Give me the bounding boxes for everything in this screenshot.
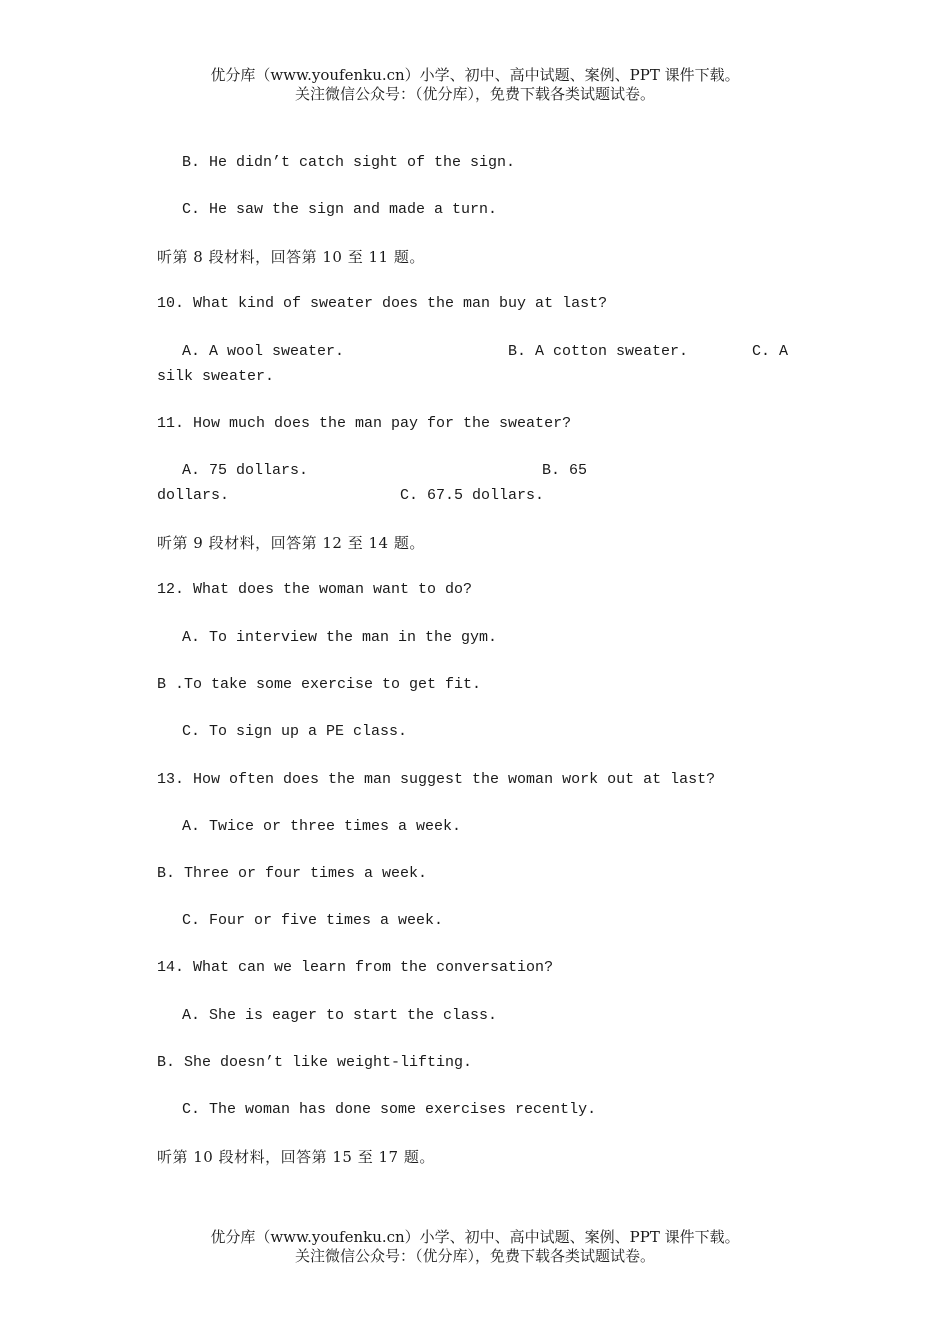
header-line-2: 关注微信公众号：（优分库），免费下载各类试题试卷。 (294, 85, 655, 103)
q11-option-c: C. 67.5 dollars. (400, 487, 545, 504)
q11-option-b-part2: dollars. (157, 487, 230, 504)
section-9-instruction: 听第 9 段材料，回答第 12 至 14 题。 (157, 534, 425, 552)
footer-line-2: 关注微信公众号：（优分库），免费下载各类试题试卷。 (294, 1247, 655, 1265)
q9-option-c: C. He saw the sign and made a turn. (182, 201, 498, 218)
q12-question: 12. What does the woman want to do? (157, 581, 473, 598)
q14-option-c: C. The woman has done some exercises recently. (182, 1101, 597, 1118)
footer-line-1: 优分库（www.youfenku.cn）小学、初中、高中试题、案例、PPT 课件下载。 (210, 1228, 740, 1246)
q12-option-a: A. To interview the man in the gym. (182, 629, 498, 646)
q13-option-b: B. Three or four times a week. (157, 865, 428, 882)
q13-option-c: C. Four or five times a week. (182, 912, 444, 929)
q10-option-b: B. A cotton sweater. (508, 343, 689, 360)
q10-option-a: A. A wool sweater. (182, 343, 345, 360)
q14-option-b: B. She doesn’t like weight-lifting. (157, 1054, 473, 1071)
q14-question: 14. What can we learn from the conversation? (157, 959, 554, 976)
q10-question: 10. What kind of sweater does the man buy at last? (157, 295, 608, 312)
page-footer (0, 1228, 950, 1266)
q13-option-a: A. Twice or three times a week. (182, 818, 462, 835)
q11-option-a: A. 75 dollars. (182, 462, 309, 479)
q9-option-b: B. He didn’t catch sight of the sign. (182, 154, 516, 171)
q12-option-b: B .To take some exercise to get fit. (157, 676, 482, 693)
section-10-instruction: 听第 10 段材料，回答第 15 至 17 题。 (157, 1148, 435, 1166)
q11-question: 11. How much does the man pay for the sweater? (157, 415, 572, 432)
q12-option-c: C. To sign up a PE class. (182, 723, 408, 740)
q13-question: 13. How often does the man suggest the woman work out at last? (157, 771, 716, 788)
q10-option-c-part1: C. A (752, 343, 789, 360)
q10-option-c-part2: silk sweater. (157, 368, 275, 385)
page-header (0, 66, 950, 104)
q14-option-a: A. She is eager to start the class. (182, 1007, 498, 1024)
header-line-1: 优分库（www.youfenku.cn）小学、初中、高中试题、案例、PPT 课件下载。 (210, 66, 740, 84)
q11-option-b-part1: B. 65 (542, 462, 588, 479)
section-8-instruction: 听第 8 段材料，回答第 10 至 11 题。 (157, 248, 425, 266)
